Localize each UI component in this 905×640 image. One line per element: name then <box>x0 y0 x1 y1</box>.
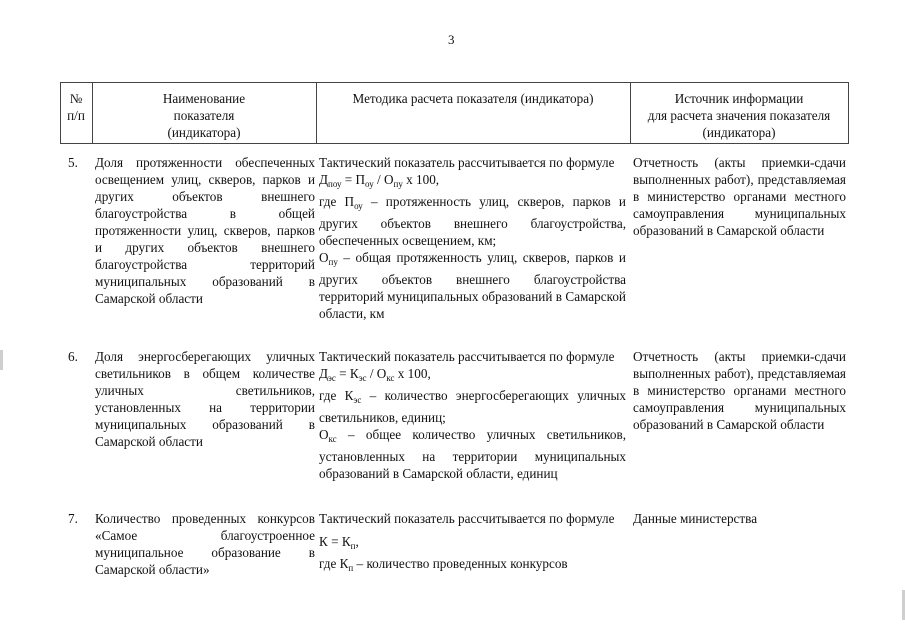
header-name-line: (индикатора) <box>167 125 241 140</box>
row-source: Данные министерства <box>633 511 758 526</box>
formula <box>319 533 626 555</box>
header-name <box>92 90 316 141</box>
formula-sub: п <box>350 541 356 551</box>
definition-text: – общая протяженность улиц, скверов, парков и других объектов внешнего благоустройства территорий муниципальных образований в Самарской области, км <box>319 250 626 321</box>
definition-part: где К <box>319 388 354 403</box>
definition-part: О <box>319 250 329 265</box>
header-method <box>316 90 630 107</box>
formula <box>319 171 626 193</box>
row-number: 6. <box>68 349 78 364</box>
header-border-right <box>848 82 849 144</box>
definition-text: – протяженность улиц, скверов, парков и других объектов внешнего благоустройства, обеспеченных освещением, км; <box>319 194 626 248</box>
method-intro: Тактический показатель рассчитывается по формуле <box>319 155 615 170</box>
scan-edge-mark <box>0 350 3 370</box>
header-num-line: № <box>69 91 83 106</box>
formula-part: К <box>319 534 328 549</box>
formula-sub: кс <box>386 373 395 383</box>
header-name-line: показателя <box>173 108 235 123</box>
definition-part: О <box>319 427 329 442</box>
row-method <box>319 154 626 322</box>
formula <box>319 365 626 387</box>
definition-sub: п <box>348 563 354 573</box>
formula-part: = П <box>341 172 366 187</box>
definition-text: – количество проведенных конкурсов <box>353 556 568 571</box>
definition-part: где П <box>319 194 355 209</box>
formula-part: , <box>355 534 359 549</box>
formula-sub: пу <box>393 179 403 189</box>
definition-text: – общее количество уличных светильников, установленных на территории муниципальных образований в Самарской области, единиц <box>319 427 626 481</box>
row-source: Отчетность (акты приемки-сдачи выполненных работ), представляемая в министерство органами местного самоуправления муниципальных образований в Самарской области <box>633 155 846 238</box>
row-name: Доля протяженности обеспеченных освещением улиц, скверов, парков и других объектов внешнего благоустройства в общей протяженности улиц, скверов, парков и других объектов внешнего благоустройства территорий муниципальных образований в Самарской области <box>95 155 315 306</box>
row-number: 7. <box>68 511 78 526</box>
method-intro: Тактический показатель рассчитывается по формуле <box>319 349 615 364</box>
header-source-line: (индикатора) <box>702 125 776 140</box>
header-source-line: Источник информации <box>674 91 804 106</box>
formula-part: = К <box>327 534 351 549</box>
formula-part: х 100, <box>402 172 440 187</box>
definition-sub: кс <box>328 434 337 444</box>
method-intro: Тактический показатель рассчитывается по формуле <box>319 511 615 526</box>
formula-sub: оу <box>365 179 374 189</box>
definition-text: – количество энергосберегающих уличных светильников, единиц; <box>319 388 626 425</box>
formula-part: Д <box>319 366 328 381</box>
row-source: Отчетность (акты приемки-сдачи выполненных работ), представляемая в министерство органами местного самоуправления муниципальных образований в Самарской области <box>633 349 846 432</box>
definition-part: где К <box>319 556 349 571</box>
row-number: 5. <box>68 155 78 170</box>
formula-part: / О <box>366 366 387 381</box>
header-bottom-border <box>60 143 848 144</box>
header-top-border <box>60 82 848 83</box>
row-method <box>319 510 626 577</box>
formula-sub: поу <box>328 179 342 189</box>
formula-part: = К <box>335 366 359 381</box>
row-method <box>319 348 626 482</box>
header-source-line: для расчета значения показателя <box>647 108 831 123</box>
header-num <box>60 90 92 124</box>
header-name-line: Наименование <box>162 91 246 106</box>
formula-part: х 100, <box>394 366 431 381</box>
header-num-line: п/п <box>67 108 85 123</box>
definition-sub: оу <box>354 201 363 211</box>
header-source <box>630 90 848 141</box>
formula-part: / О <box>373 172 394 187</box>
page-number: 3 <box>448 32 455 47</box>
definition-sub: пу <box>328 257 338 267</box>
header-method-line: Методика расчета показателя (индикатора) <box>352 91 594 106</box>
definition-sub: эс <box>353 395 362 405</box>
formula-part: Д <box>319 172 328 187</box>
formula-sub: эс <box>328 373 336 383</box>
formula-sub: эс <box>358 373 367 383</box>
row-name: Количество проведенных конкурсов «Самое благоустроенное муниципальное образование в Самарской области» <box>95 511 315 577</box>
row-name: Доля энергосберегающих уличных светильников в общем количестве уличных светильников, установленных на территории муниципальных образований в Самарской области <box>95 349 315 449</box>
